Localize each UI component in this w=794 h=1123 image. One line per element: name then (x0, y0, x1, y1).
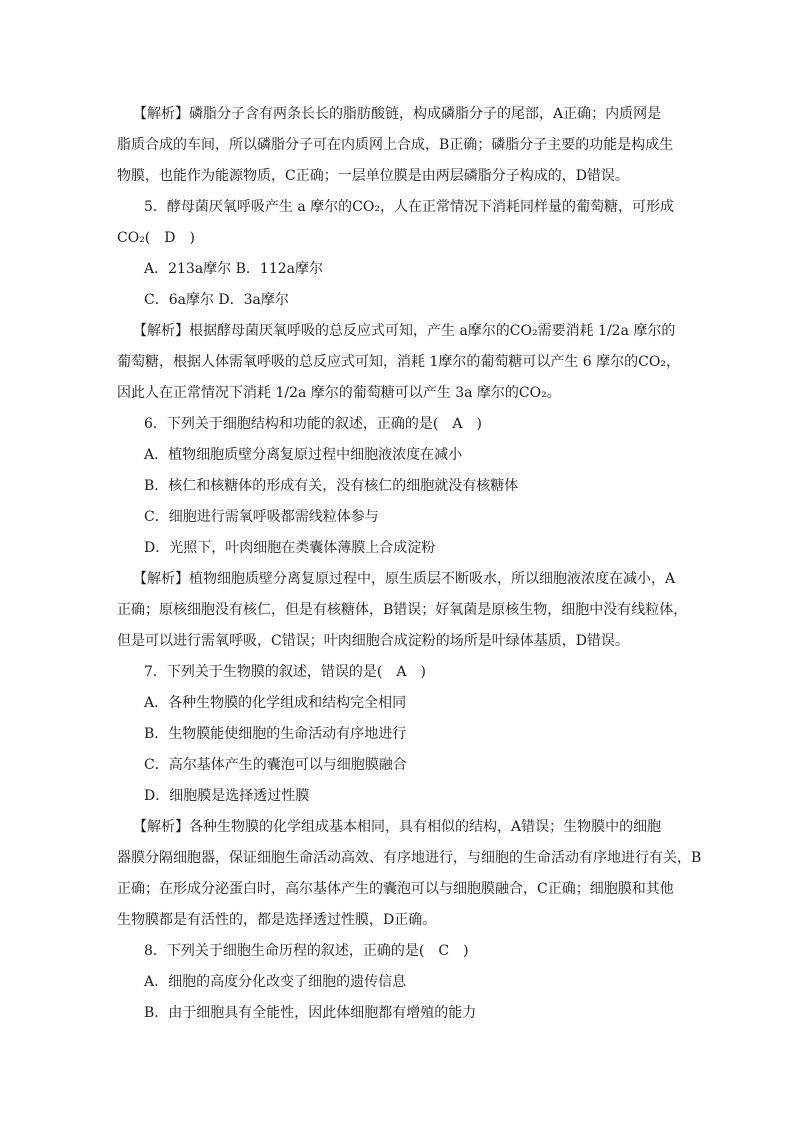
analysis-text: 葡萄糖，根据人体需氧呼吸的总反应式可知，消耗 1摩尔的葡萄糖可以产生 6 摩尔的CO₂， (117, 354, 680, 370)
analysis-text: 物膜，也能作为能源物质，C正确；一层单位膜是由两层磷脂分子构成的，D错误。 (117, 168, 629, 184)
answer-option: A．各种生物膜的化学组成和结构完全相同 (144, 695, 407, 711)
answer-option: C．高尔基体产生的囊泡可以与细胞膜融合 (144, 757, 407, 773)
answer-option: C．6a摩尔 D．3a摩尔 (144, 292, 289, 308)
analysis-text: 正确；在形成分泌蛋白时，高尔基体产生的囊泡可以与细胞膜融合，C正确；细胞膜和其他 (117, 881, 674, 897)
analysis-text: 【解析】植物细胞质壁分离复原过程中，原生质层不断吸水，所以细胞液浓度在减小，A (133, 571, 676, 587)
answer-option: A．细胞的高度分化改变了细胞的遗传信息 (144, 974, 407, 990)
question-stem: 6．下列关于细胞结构和功能的叙述，正确的是( A ) (144, 416, 482, 432)
analysis-text: 生物膜都是有活性的，都是选择透过性膜，D正确。 (117, 912, 437, 928)
question-stem: 5．酵母菌厌氧呼吸产生 a 摩尔的CO₂，人在正常情况下消耗同样量的葡萄糖，可形成 (144, 199, 674, 215)
analysis-text: 脂质合成的车间，所以磷脂分子可在内质网上合成，B正确；磷脂分子主要的功能是构成生 (117, 137, 674, 153)
analysis-text: 但是可以进行需氧呼吸，C错误；叶肉细胞合成淀粉的场所是叶绿体基质，D错误。 (117, 633, 629, 649)
answer-option: D．光照下，叶肉细胞在类囊体薄膜上合成淀粉 (144, 540, 436, 556)
analysis-text: 【解析】根据酵母菌厌氧呼吸的总反应式可知，产生 a摩尔的CO₂需要消耗 1/2a 摩尔的 (133, 323, 676, 339)
answer-option: A．213a摩尔 B．112a摩尔 (144, 261, 323, 277)
answer-option: A．植物细胞质壁分离复原过程中细胞液浓度在减小 (144, 447, 463, 463)
answer-option: C．细胞进行需氧呼吸都需线粒体参与 (144, 509, 379, 525)
answer-option: B．核仁和核糖体的形成有关，没有核仁的细胞就没有核糖体 (144, 478, 519, 494)
question-stem: 8．下列关于细胞生命历程的叙述，正确的是( C ) (144, 943, 469, 959)
analysis-text: 因此人在正常情况下消耗 1/2a 摩尔的葡萄糖可以产生 3a 摩尔的CO₂。 (117, 385, 561, 401)
question-stem: 7．下列关于生物膜的叙述，错误的是( A ) (144, 664, 426, 680)
question-stem: CO₂( D ) (117, 230, 195, 246)
analysis-text: 【解析】磷脂分子含有两条长长的脂肪酸链，构成磷脂分子的尾部，A正确；内质网是 (133, 106, 662, 122)
analysis-text: 正确；原核细胞没有核仁，但是有核糖体，B错误；好氧菌是原核生物，细胞中没有线粒体， (117, 602, 688, 618)
answer-option: D．细胞膜是选择透过性膜 (144, 788, 310, 804)
answer-option: B．生物膜能使细胞的生命活动有序地进行 (144, 726, 407, 742)
analysis-text: 【解析】各种生物膜的化学组成基本相同，具有相似的结构，A错误；生物膜中的细胞 (133, 819, 662, 835)
answer-option: B．由于细胞具有全能性，因此体细胞都有增殖的能力 (144, 1005, 477, 1021)
analysis-text: 器膜分隔细胞器，保证细胞生命活动高效、有序地进行，与细胞的生命活动有序地进行有关，B (117, 850, 702, 866)
